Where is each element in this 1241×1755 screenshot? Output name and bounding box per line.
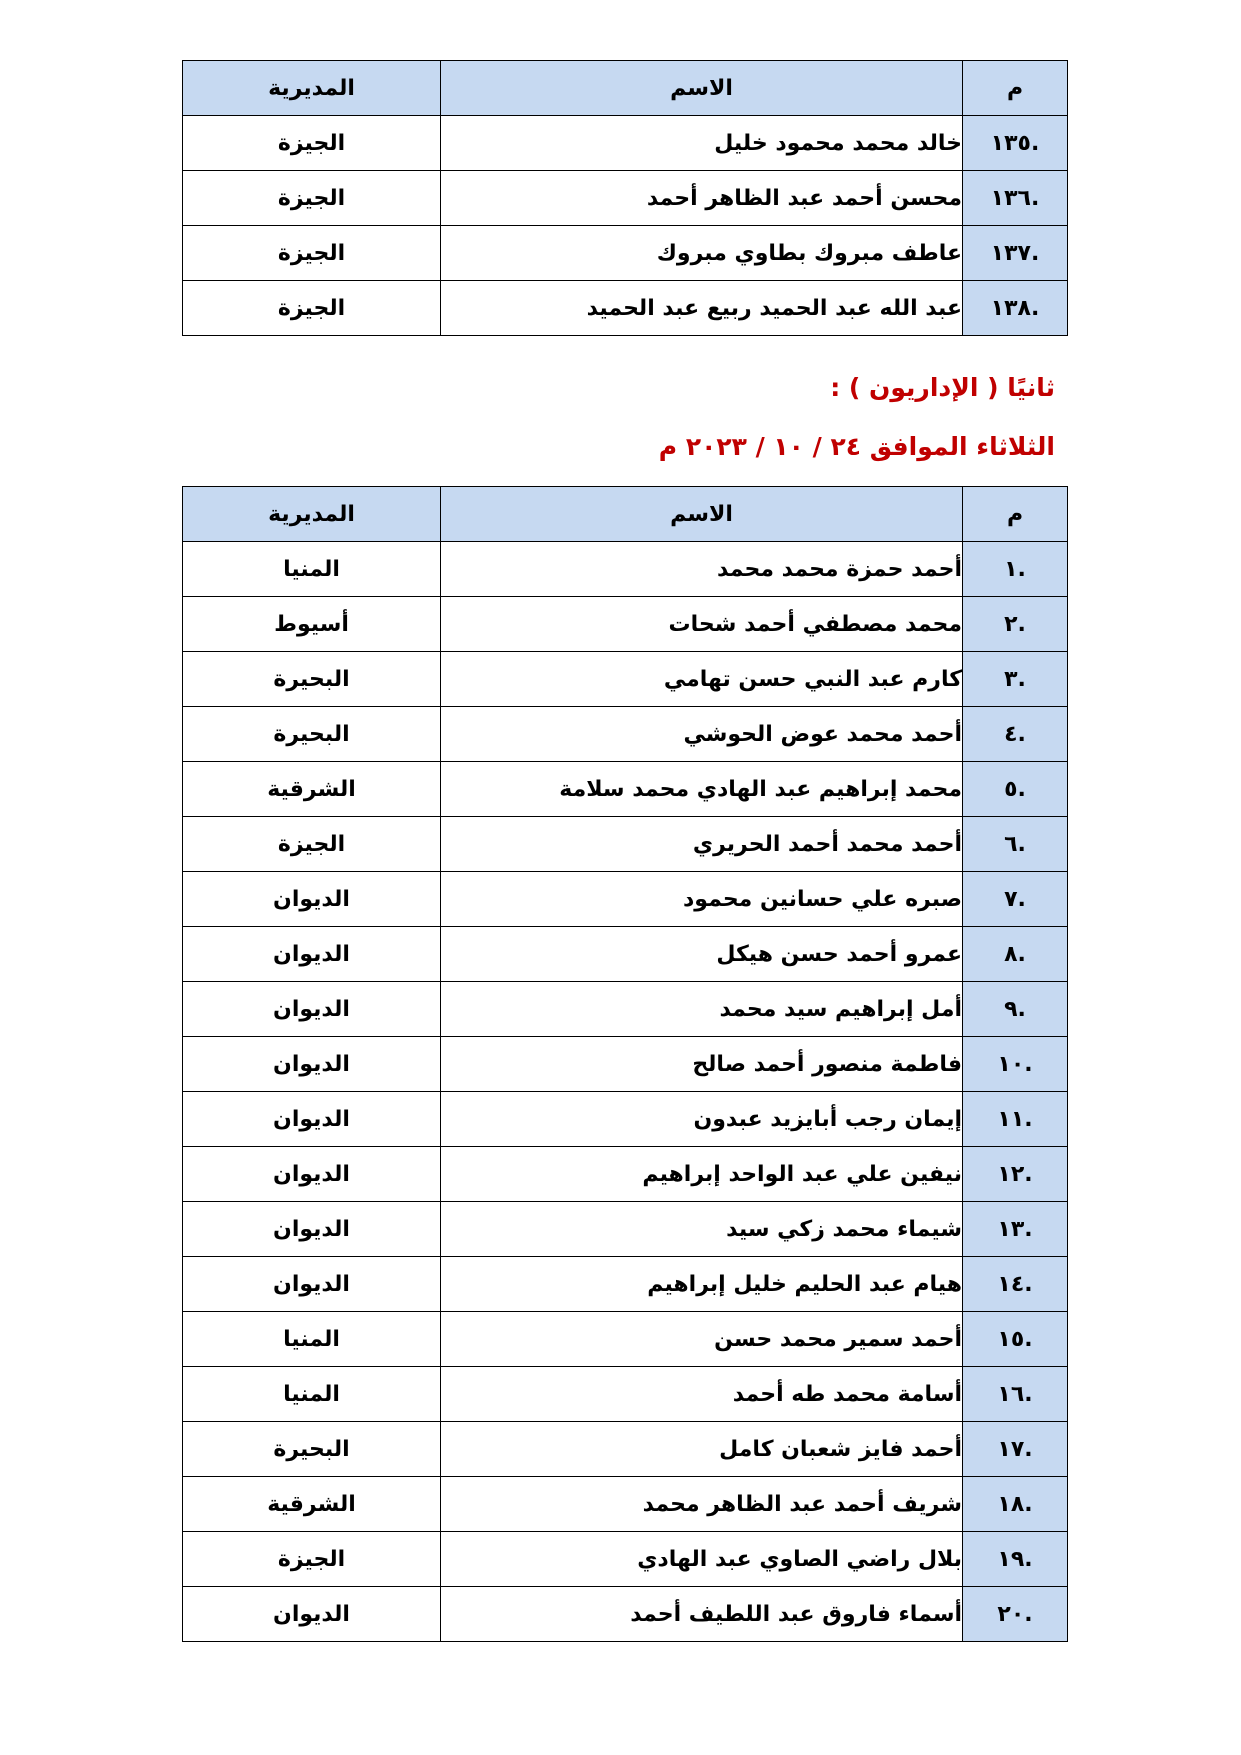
table-row bbox=[183, 982, 1068, 1037]
row-index: .١٣٦ bbox=[963, 171, 1068, 226]
table-row bbox=[183, 1147, 1068, 1202]
roster-table-administrators bbox=[182, 486, 1068, 1642]
row-directorate: البحيرة bbox=[183, 652, 441, 707]
table-row bbox=[183, 1092, 1068, 1147]
section-heading: ثانيًا ( الإداريون ) : bbox=[830, 373, 1055, 402]
row-index: .١٨ bbox=[963, 1477, 1068, 1532]
row-index: .١ bbox=[963, 542, 1068, 597]
row-index: .٧ bbox=[963, 872, 1068, 927]
row-name: صبره علي حسانين محمود bbox=[441, 872, 963, 927]
row-index: .١١ bbox=[963, 1092, 1068, 1147]
header-directorate: المديرية bbox=[183, 487, 441, 542]
row-name: أحمد محمد عوض الحوشي bbox=[441, 707, 963, 762]
table-row bbox=[183, 1037, 1068, 1092]
row-index: .١٩ bbox=[963, 1532, 1068, 1587]
row-name: أحمد فايز شعبان كامل bbox=[441, 1422, 963, 1477]
row-directorate: البحيرة bbox=[183, 707, 441, 762]
row-name: محمد إبراهيم عبد الهادي محمد سلامة bbox=[441, 762, 963, 817]
table-row bbox=[183, 1587, 1068, 1642]
row-name: أسماء فاروق عبد اللطيف أحمد bbox=[441, 1587, 963, 1642]
row-index: .١٦ bbox=[963, 1367, 1068, 1422]
table-row bbox=[183, 1257, 1068, 1312]
header-directorate: المديرية bbox=[183, 61, 441, 116]
table-row bbox=[183, 707, 1068, 762]
row-name: أحمد حمزة محمد محمد bbox=[441, 542, 963, 597]
row-index: .١٤ bbox=[963, 1257, 1068, 1312]
row-directorate: الديوان bbox=[183, 982, 441, 1037]
row-directorate: الديوان bbox=[183, 1202, 441, 1257]
table-row bbox=[183, 1422, 1068, 1477]
header-index: م bbox=[963, 61, 1068, 116]
table-row bbox=[183, 116, 1068, 171]
row-name: أحمد سمير محمد حسن bbox=[441, 1312, 963, 1367]
row-name: أمل إبراهيم سيد محمد bbox=[441, 982, 963, 1037]
row-name: نيفين علي عبد الواحد إبراهيم bbox=[441, 1147, 963, 1202]
row-index: .٣ bbox=[963, 652, 1068, 707]
row-name: هيام عبد الحليم خليل إبراهيم bbox=[441, 1257, 963, 1312]
row-index: .٢ bbox=[963, 597, 1068, 652]
table-row bbox=[183, 927, 1068, 982]
table-header-row bbox=[183, 61, 1068, 116]
row-name: إيمان رجب أبايزيد عبدون bbox=[441, 1092, 963, 1147]
row-name: محمد مصطفي أحمد شحات bbox=[441, 597, 963, 652]
row-directorate: الديوان bbox=[183, 927, 441, 982]
row-directorate: المنيا bbox=[183, 1312, 441, 1367]
row-name: خالد محمد محمود خليل bbox=[441, 116, 963, 171]
session-date: الثلاثاء الموافق ٢٤ / ١٠ / ٢٠٢٣ م bbox=[658, 432, 1055, 461]
row-name: فاطمة منصور أحمد صالح bbox=[441, 1037, 963, 1092]
table-row bbox=[183, 1367, 1068, 1422]
row-index: .١٥ bbox=[963, 1312, 1068, 1367]
table-row bbox=[183, 542, 1068, 597]
row-name: أسامة محمد طه أحمد bbox=[441, 1367, 963, 1422]
row-directorate: الجيزة bbox=[183, 116, 441, 171]
table-header-row bbox=[183, 487, 1068, 542]
row-index: .٩ bbox=[963, 982, 1068, 1037]
table-row bbox=[183, 762, 1068, 817]
roster-table-continued bbox=[182, 60, 1068, 336]
row-directorate: الجيزة bbox=[183, 281, 441, 336]
row-index: .٦ bbox=[963, 817, 1068, 872]
row-index: .١٠ bbox=[963, 1037, 1068, 1092]
row-name: شريف أحمد عبد الظاهر محمد bbox=[441, 1477, 963, 1532]
header-name: الاسم bbox=[441, 487, 963, 542]
table-row bbox=[183, 597, 1068, 652]
row-directorate: الجيزة bbox=[183, 817, 441, 872]
row-directorate: الجيزة bbox=[183, 171, 441, 226]
table-row bbox=[183, 1477, 1068, 1532]
table-row bbox=[183, 872, 1068, 927]
row-directorate: الشرقية bbox=[183, 762, 441, 817]
row-index: .١٣ bbox=[963, 1202, 1068, 1257]
table-row bbox=[183, 281, 1068, 336]
row-name: عبد الله عبد الحميد ربيع عبد الحميد bbox=[441, 281, 963, 336]
table-row bbox=[183, 226, 1068, 281]
row-directorate: الديوان bbox=[183, 1587, 441, 1642]
row-index: .٨ bbox=[963, 927, 1068, 982]
row-index: .١٧ bbox=[963, 1422, 1068, 1477]
row-directorate: الشرقية bbox=[183, 1477, 441, 1532]
row-name: شيماء محمد زكي سيد bbox=[441, 1202, 963, 1257]
table-row bbox=[183, 171, 1068, 226]
row-index: .٤ bbox=[963, 707, 1068, 762]
row-directorate: الديوان bbox=[183, 1092, 441, 1147]
table-body bbox=[183, 116, 1068, 336]
row-name: أحمد محمد أحمد الحريري bbox=[441, 817, 963, 872]
row-directorate: المنيا bbox=[183, 1367, 441, 1422]
row-name: عمرو أحمد حسن هيكل bbox=[441, 927, 963, 982]
row-directorate: المنيا bbox=[183, 542, 441, 597]
table-row bbox=[183, 817, 1068, 872]
table-row bbox=[183, 1532, 1068, 1587]
row-directorate: أسيوط bbox=[183, 597, 441, 652]
row-index: .١٢ bbox=[963, 1147, 1068, 1202]
header-index: م bbox=[963, 487, 1068, 542]
row-directorate: الجيزة bbox=[183, 1532, 441, 1587]
row-name: عاطف مبروك بطاوي مبروك bbox=[441, 226, 963, 281]
row-name: كارم عبد النبي حسن تهامي bbox=[441, 652, 963, 707]
row-index: .١٣٨ bbox=[963, 281, 1068, 336]
row-directorate: الجيزة bbox=[183, 226, 441, 281]
table-row bbox=[183, 1202, 1068, 1257]
row-index: .١٣٧ bbox=[963, 226, 1068, 281]
table-row bbox=[183, 1312, 1068, 1367]
row-directorate: الديوان bbox=[183, 1147, 441, 1202]
row-directorate: الديوان bbox=[183, 1257, 441, 1312]
row-index: .١٣٥ bbox=[963, 116, 1068, 171]
table-body bbox=[183, 542, 1068, 1642]
row-name: محسن أحمد عبد الظاهر أحمد bbox=[441, 171, 963, 226]
row-directorate: الديوان bbox=[183, 872, 441, 927]
header-name: الاسم bbox=[441, 61, 963, 116]
row-directorate: البحيرة bbox=[183, 1422, 441, 1477]
row-index: .٥ bbox=[963, 762, 1068, 817]
row-index: .٢٠ bbox=[963, 1587, 1068, 1642]
row-directorate: الديوان bbox=[183, 1037, 441, 1092]
table-row bbox=[183, 652, 1068, 707]
row-name: بلال راضي الصاوي عبد الهادي bbox=[441, 1532, 963, 1587]
